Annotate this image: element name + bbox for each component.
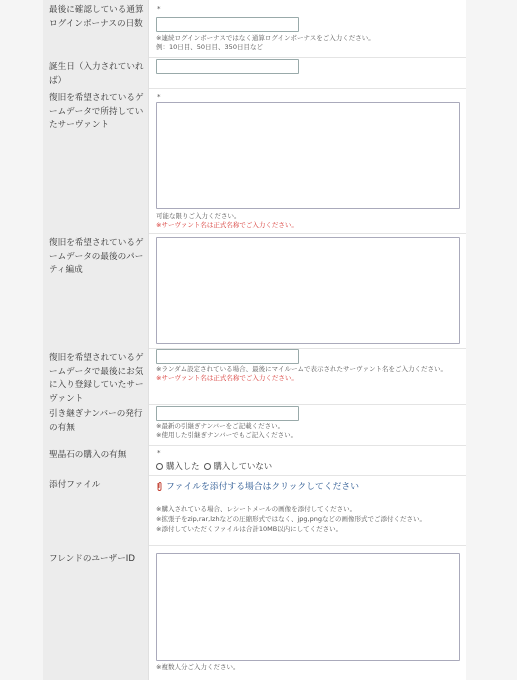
- field-favorite: [156, 348, 466, 404]
- field-stones: [156, 445, 466, 475]
- birthday-input[interactable]: [156, 59, 299, 74]
- label-party: [43, 233, 149, 348]
- label-friend: [43, 545, 149, 680]
- label-line: たサーヴァント: [49, 120, 110, 130]
- party-textarea[interactable]: [156, 237, 460, 344]
- required-mark: *: [157, 93, 161, 101]
- field-login-days: [156, 0, 466, 57]
- field-servants: [156, 88, 466, 233]
- servants-warning: ※サーヴァント名は正式名称でご入力ください。: [156, 221, 298, 229]
- attachment-note: ※購入されている場合、レシートメールの画像を添付してください。: [156, 505, 357, 513]
- attach-link-text[interactable]: ファイルを添付する場合はクリックしてください: [166, 482, 360, 492]
- inquiry-form: [43, 0, 466, 680]
- label-attachment: [43, 475, 149, 545]
- label-line: 復旧を希望されているゲ: [49, 238, 144, 248]
- attachment-note: ※拡張子をzip,rar,lzhなどの圧縮形式ではなく、jpg,pngなどの画像形式でご添付ください。: [156, 515, 426, 523]
- label-line: ば）: [49, 75, 67, 86]
- row-party: [43, 233, 466, 349]
- label-favorite: [43, 348, 149, 404]
- required-mark: *: [157, 449, 161, 457]
- label-line: 復旧を希望されているゲ: [49, 93, 144, 103]
- label-transfer: [43, 404, 149, 445]
- row-login-days: [43, 0, 466, 58]
- row-transfer: [43, 404, 466, 446]
- paperclip-icon: [156, 481, 163, 491]
- attach-file-link[interactable]: [156, 479, 359, 492]
- label-line: ログインボーナスの日数: [49, 18, 143, 29]
- label-line: 最後に確認している通算: [49, 5, 144, 15]
- row-stones: [43, 445, 466, 476]
- label-stones: [43, 445, 149, 475]
- field-attachment: [156, 475, 466, 545]
- label-line: ームデータの最後のパー: [49, 251, 144, 262]
- label-line: ームデータで最後にお気: [49, 366, 144, 377]
- transfer-input[interactable]: [156, 406, 299, 421]
- field-birthday: [156, 57, 466, 88]
- row-favorite: [43, 348, 466, 405]
- stones-options: [156, 460, 276, 472]
- favorite-warning: ※サーヴァント名は正式名称でご入力ください。: [156, 374, 298, 382]
- label-line: 聖晶石の購入の有無: [49, 450, 127, 460]
- favorite-input[interactable]: [156, 349, 299, 364]
- attachment-note: ※添付していただくファイルは合計10MB以内にしてください。: [156, 525, 343, 533]
- login-days-input[interactable]: [156, 17, 299, 32]
- field-transfer: [156, 404, 466, 445]
- radio-not-purchased-label[interactable]: 購入していない: [213, 461, 273, 471]
- label-line: 復旧を希望されているゲ: [49, 353, 144, 363]
- friend-note: ※複数人分ご入力ください。: [156, 663, 240, 671]
- row-birthday: [43, 57, 466, 89]
- label-line: ームデータで所持してい: [49, 106, 144, 117]
- label-line: に入り登録していたサー: [49, 380, 144, 390]
- transfer-note: ※最新の引継ぎナンバーをご記載ください。: [156, 422, 285, 430]
- label-servants: [43, 88, 149, 233]
- login-days-example: 例：10日目、50日目、350日目など: [156, 43, 263, 51]
- radio-purchased-label[interactable]: 購入した: [166, 461, 200, 471]
- transfer-note: ※使用した引継ぎナンバーでもご記入ください。: [156, 431, 298, 439]
- row-servants: [43, 88, 466, 234]
- servants-textarea[interactable]: [156, 102, 460, 209]
- label-login-days: [43, 0, 149, 57]
- radio-not-purchased[interactable]: [204, 463, 211, 470]
- favorite-note: ※ランダム設定されている場合、最後にマイルームで表示されたサーヴァント名をご入力ください。: [156, 365, 447, 373]
- label-line: 添付ファイル: [49, 480, 101, 490]
- label-line: の有無: [49, 422, 75, 433]
- radio-purchased[interactable]: [156, 463, 163, 470]
- field-friend: [156, 545, 466, 680]
- label-line: ヴァント: [49, 393, 84, 404]
- row-attachment: [43, 475, 466, 546]
- friend-textarea[interactable]: [156, 553, 460, 661]
- label-line: ティ編成: [49, 265, 83, 275]
- login-days-note: ※連続ログインボーナスではなく通算ログインボーナスをご入力ください。: [156, 34, 375, 42]
- label-line: フレンドのユーザーID: [49, 554, 135, 564]
- field-party: [156, 233, 466, 348]
- required-mark: *: [157, 5, 161, 13]
- row-friend: [43, 545, 466, 680]
- label-line: 引き継ぎナンバーの発行: [49, 409, 143, 419]
- servants-note: 可能な限りご入力ください。: [156, 212, 241, 220]
- label-line: 誕生日（入力されていれ: [49, 62, 144, 72]
- label-birthday: [43, 57, 149, 88]
